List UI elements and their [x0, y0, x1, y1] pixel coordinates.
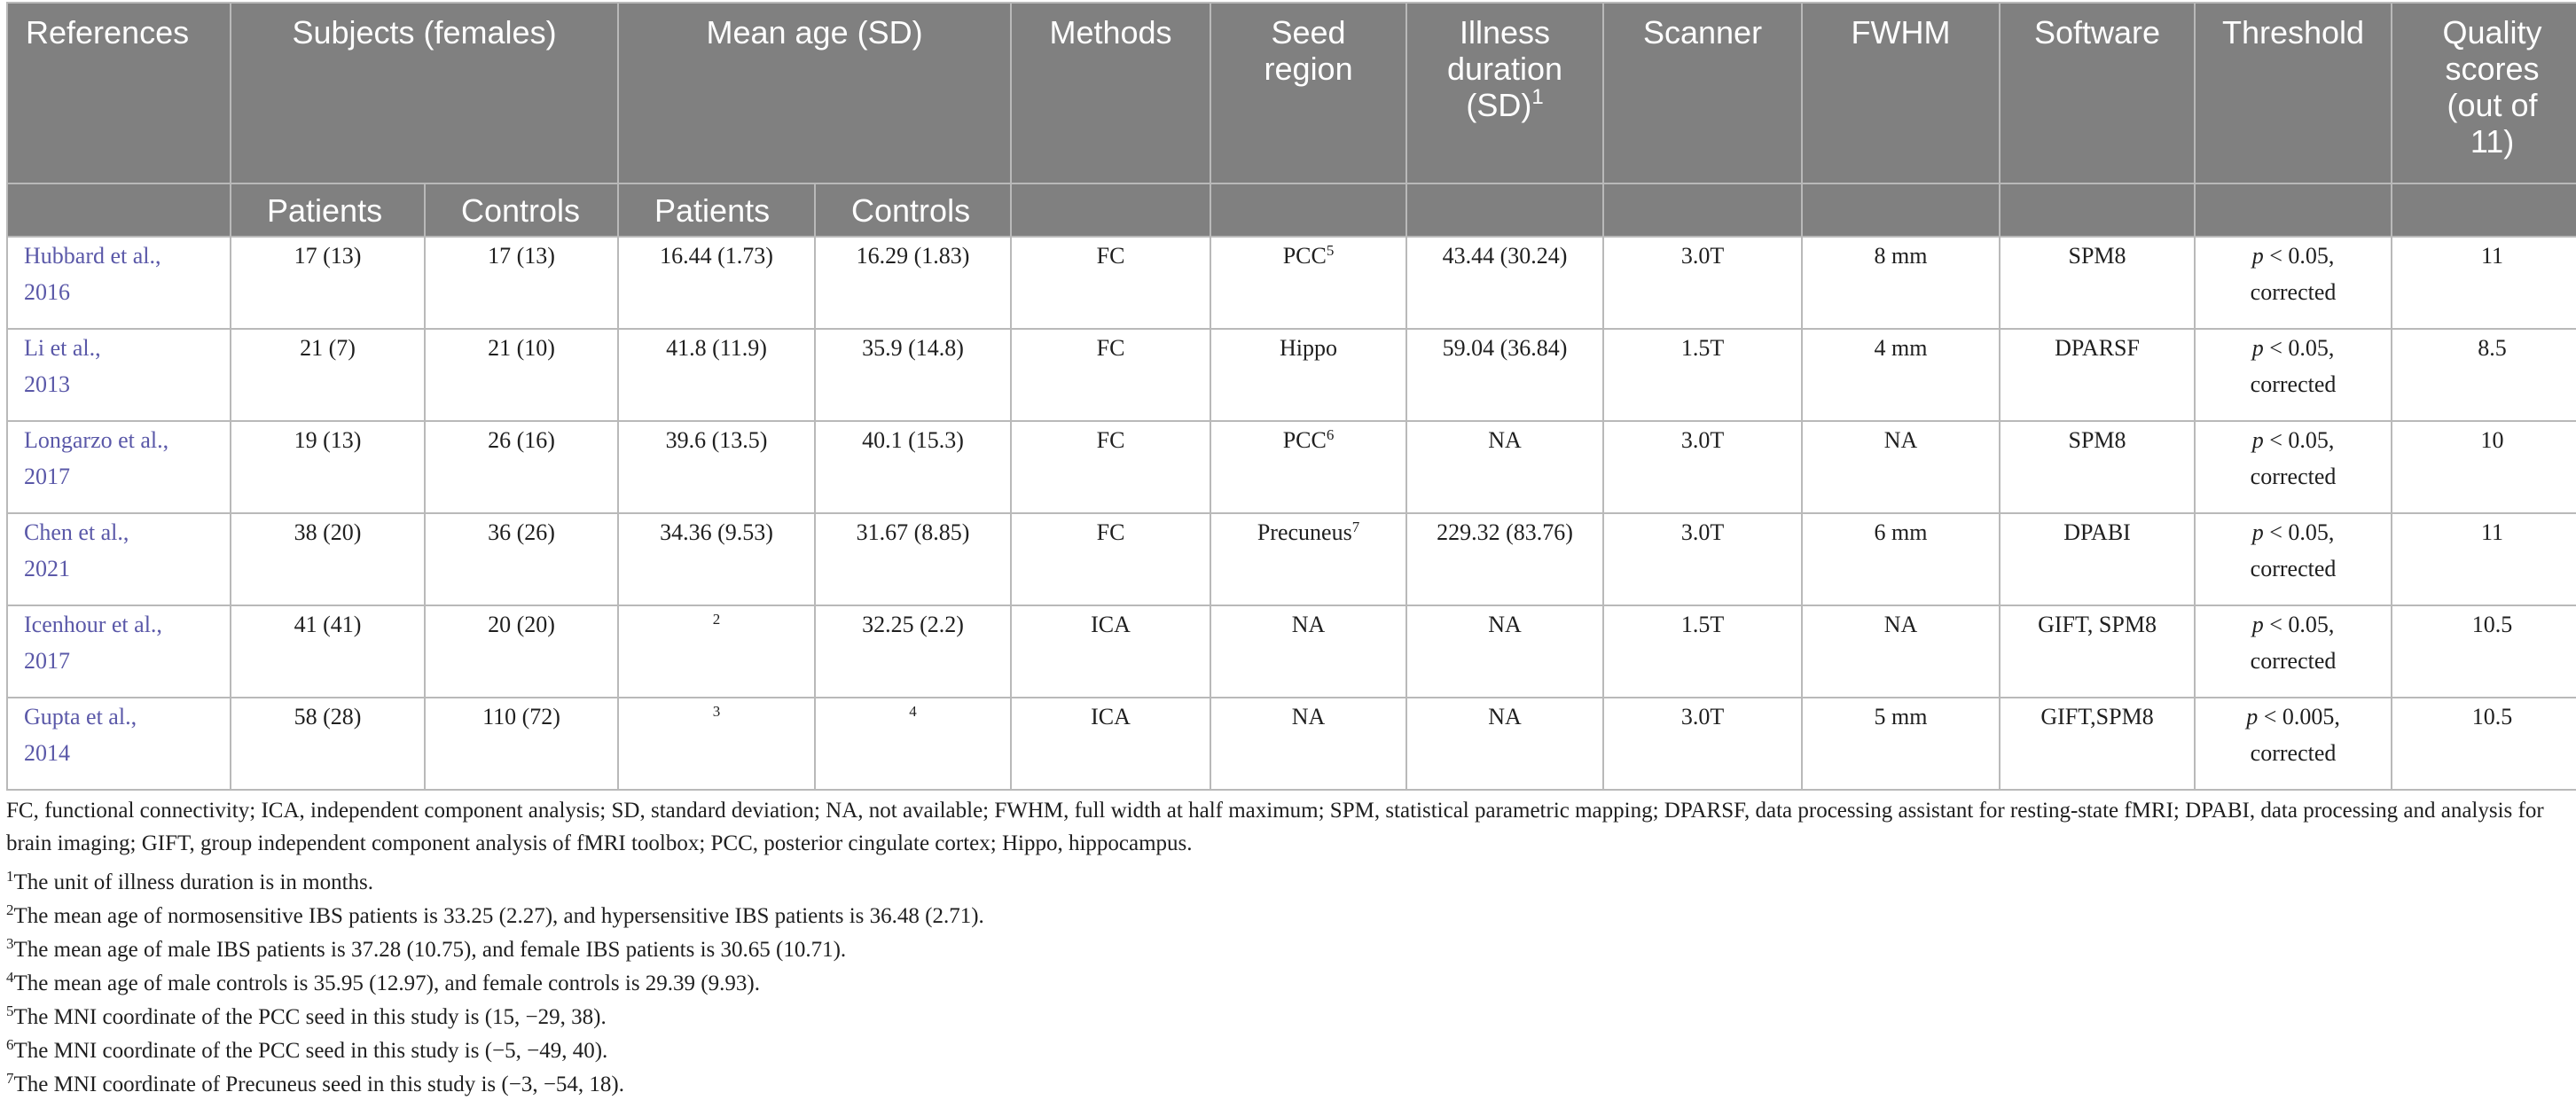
reference-link[interactable]: Gupta et al., 2014	[24, 704, 137, 766]
illness-duration-cell: 43.44 (30.24)	[1406, 237, 1603, 329]
seed-region-cell: NA	[1210, 698, 1406, 790]
threshold-cell: p < 0.05, corrected	[2195, 421, 2392, 513]
reference-cell	[7, 698, 231, 790]
software-cell: SPM8	[2000, 421, 2195, 513]
illness-duration-cell: NA	[1406, 421, 1603, 513]
subjects-controls-cell: 20 (20)	[425, 605, 618, 698]
subjects-controls-cell: 110 (72)	[425, 698, 618, 790]
method-cell: FC	[1011, 237, 1210, 329]
age-patients-cell: 16.44 (1.73)	[618, 237, 815, 329]
age-patients-cell: 2	[618, 605, 815, 698]
seed-region-cell: PCC$^5$	[1210, 237, 1406, 329]
header-mean-age: Mean age (SD)	[618, 3, 1011, 183]
scanner-cell: 3.0T	[1603, 513, 1802, 605]
table-row	[7, 605, 2576, 698]
quality-score-cell: 10.5	[2392, 605, 2576, 698]
footnote: $^6$The MNI coordinate of the PCC seed in this study is (−5, −49, 40).	[6, 1036, 608, 1063]
age-patients-cell: 41.8 (11.9)	[618, 329, 815, 421]
reference-link[interactable]: Longarzo et al., 2017	[24, 427, 169, 489]
footnote: $^7$The MNI coordinate of Precuneus seed in this study is (−3, −54, 18).	[6, 1070, 624, 1096]
fwhm-cell: NA	[1802, 421, 2000, 513]
subjects-controls-cell: 17 (13)	[425, 237, 618, 329]
software-cell: SPM8	[2000, 237, 2195, 329]
illness-duration-cell: 59.04 (36.84)	[1406, 329, 1603, 421]
header-empty	[1210, 183, 1406, 237]
scanner-cell: 3.0T	[1603, 421, 1802, 513]
header-software: Software	[2000, 3, 2195, 183]
table-notes	[6, 794, 2569, 1100]
header-empty	[2195, 183, 2392, 237]
method-cell: FC	[1011, 513, 1210, 605]
method-cell: ICA	[1011, 698, 1210, 790]
reference-cell	[7, 329, 231, 421]
quality-score-cell: 10.5	[2392, 698, 2576, 790]
quality-score-cell: 8.5	[2392, 329, 2576, 421]
scanner-cell: 1.5T	[1603, 329, 1802, 421]
illness-duration-cell: NA	[1406, 605, 1603, 698]
subjects-patients-cell: 19 (13)	[231, 421, 425, 513]
age-controls-cell: 32.25 (2.2)	[815, 605, 1011, 698]
seed-region-cell: PCC$^6$	[1210, 421, 1406, 513]
seed-region-cell: Hippo	[1210, 329, 1406, 421]
quality-score-cell: 10	[2392, 421, 2576, 513]
age-controls-cell: 31.67 (8.85)	[815, 513, 1011, 605]
reference-cell	[7, 605, 231, 698]
footnote: $^3$The mean age of male IBS patients is 37.28 (10.75), and female IBS patients is 30.65 (10.71).	[6, 935, 847, 962]
abbreviations-note: FC, functional connectivity; ICA, independent component analysis; SD, standard deviation; NA, not available; FWHM, full width at half maximum; SPM, statistical parametric mapping; DPARSF, data processing assistant for resting-state fMRI; DPABI, data processing and analysis for brain imaging; GIFT, group independent component analysis of fMRI toolbox; PCC, posterior cingulate cortex; Hippo, hippocampus.	[6, 799, 2544, 855]
header-quality-scores: Quality scores (out of 11)	[2392, 3, 2576, 183]
seed-region-cell: NA	[1210, 605, 1406, 698]
reference-link[interactable]: Li et al., 2013	[24, 335, 101, 397]
table-row	[7, 329, 2576, 421]
threshold-cell: p < 0.005, corrected	[2195, 698, 2392, 790]
fwhm-cell: 6 mm	[1802, 513, 2000, 605]
fwhm-cell: 4 mm	[1802, 329, 2000, 421]
illness-duration-cell: NA	[1406, 698, 1603, 790]
subjects-patients-cell: 17 (13)	[231, 237, 425, 329]
header-age-controls: Controls	[815, 183, 1011, 237]
subjects-patients-cell: 21 (7)	[231, 329, 425, 421]
studies-table	[6, 2, 2576, 791]
header-subjects-patients: Patients	[231, 183, 425, 237]
header-empty	[7, 183, 231, 237]
header-seed-region: Seed region	[1210, 3, 1406, 183]
table-row	[7, 698, 2576, 790]
method-cell: ICA	[1011, 605, 1210, 698]
header-empty	[2392, 183, 2576, 237]
fwhm-cell: 5 mm	[1802, 698, 2000, 790]
quality-score-cell: 11	[2392, 237, 2576, 329]
header-age-patients: Patients	[618, 183, 815, 237]
header-references: References	[7, 3, 231, 183]
header-methods: Methods	[1011, 3, 1210, 183]
header-illness-duration: Illness duration (SD)$^1$	[1406, 3, 1603, 183]
reference-cell	[7, 421, 231, 513]
method-cell: FC	[1011, 329, 1210, 421]
threshold-cell: p < 0.05, corrected	[2195, 329, 2392, 421]
software-cell: DPARSF	[2000, 329, 2195, 421]
header-subjects-controls: Controls	[425, 183, 618, 237]
age-controls-cell: 4	[815, 698, 1011, 790]
header-threshold: Threshold	[2195, 3, 2392, 183]
footnote: $^2$The mean age of normosensitive IBS patients is 33.25 (2.27), and hypersensitive IBS patients is 36.48 (2.71).	[6, 901, 984, 928]
fwhm-cell: NA	[1802, 605, 2000, 698]
footnote: $^4$The mean age of male controls is 35.95 (12.97), and female controls is 29.39 (9.93).	[6, 969, 760, 995]
age-patients-cell: 34.36 (9.53)	[618, 513, 815, 605]
reference-link[interactable]: Icenhour et al., 2017	[24, 612, 162, 674]
header-subjects: Subjects (females)	[231, 3, 618, 183]
subjects-controls-cell: 26 (16)	[425, 421, 618, 513]
software-cell: DPABI	[2000, 513, 2195, 605]
footnote: $^5$The MNI coordinate of the PCC seed in this study is (15, −29, 38).	[6, 1002, 607, 1029]
header-empty	[2000, 183, 2195, 237]
age-patients-cell: 39.6 (13.5)	[618, 421, 815, 513]
table-header	[7, 3, 2576, 237]
footnotes	[6, 867, 2569, 1100]
reference-cell	[7, 513, 231, 605]
table-row	[7, 513, 2576, 605]
seed-region-cell: Precuneus$^7$	[1210, 513, 1406, 605]
fwhm-cell: 8 mm	[1802, 237, 2000, 329]
reference-link[interactable]: Chen et al., 2021	[24, 519, 129, 581]
subjects-patients-cell: 58 (28)	[231, 698, 425, 790]
age-controls-cell: 40.1 (15.3)	[815, 421, 1011, 513]
age-patients-cell: 3	[618, 698, 815, 790]
scanner-cell: 3.0T	[1603, 237, 1802, 329]
scanner-cell: 1.5T	[1603, 605, 1802, 698]
method-cell: FC	[1011, 421, 1210, 513]
threshold-cell: p < 0.05, corrected	[2195, 237, 2392, 329]
table-row	[7, 237, 2576, 329]
header-empty	[1011, 183, 1210, 237]
footnote: $^1$The unit of illness duration is in months.	[6, 868, 374, 894]
quality-score-cell: 11	[2392, 513, 2576, 605]
reference-cell	[7, 237, 231, 329]
header-empty	[1802, 183, 2000, 237]
subjects-patients-cell: 41 (41)	[231, 605, 425, 698]
age-controls-cell: 35.9 (14.8)	[815, 329, 1011, 421]
header-empty	[1406, 183, 1603, 237]
table-row	[7, 421, 2576, 513]
reference-link[interactable]: Hubbard et al., 2016	[24, 243, 161, 305]
header-empty	[1603, 183, 1802, 237]
header-scanner: Scanner	[1603, 3, 1802, 183]
software-cell: GIFT,SPM8	[2000, 698, 2195, 790]
table-body	[7, 237, 2576, 790]
subjects-patients-cell: 38 (20)	[231, 513, 425, 605]
threshold-cell: p < 0.05, corrected	[2195, 605, 2392, 698]
subjects-controls-cell: 21 (10)	[425, 329, 618, 421]
header-fwhm: FWHM	[1802, 3, 2000, 183]
age-controls-cell: 16.29 (1.83)	[815, 237, 1011, 329]
threshold-cell: p < 0.05, corrected	[2195, 513, 2392, 605]
illness-duration-cell: 229.32 (83.76)	[1406, 513, 1603, 605]
software-cell: GIFT, SPM8	[2000, 605, 2195, 698]
scanner-cell: 3.0T	[1603, 698, 1802, 790]
subjects-controls-cell: 36 (26)	[425, 513, 618, 605]
